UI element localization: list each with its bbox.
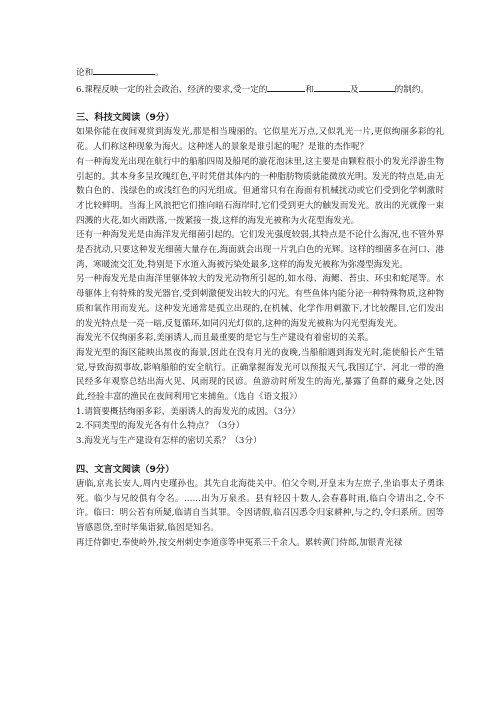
section-3-heading: 三、科技文阅读（9分） xyxy=(76,112,175,124)
question-3: 3.海发光与生产建设有怎样的密切关系？（3分） xyxy=(76,436,262,447)
question-6 xyxy=(76,81,444,98)
paragraph: 海发光不仅绚丽多彩,美丽诱人,而且最重要的是它与生产建设有着密切的关系。 xyxy=(76,333,374,344)
fill-in-suffix: 。 xyxy=(155,68,164,78)
section-4-heading: 四、文言文阅读（9分） xyxy=(76,463,175,475)
question-6-text-4: 的制约。 xyxy=(394,84,430,95)
answer-blank[interactable] xyxy=(314,81,350,92)
question-6-text-1: 6.课程反映一定的社会政治、经济的要求,受一定的 xyxy=(76,84,268,95)
question-6-text-2: 和 xyxy=(305,84,315,95)
answer-blank[interactable] xyxy=(267,81,305,92)
fill-in-prefix: 论和 xyxy=(76,68,94,78)
paragraph: 再迁侍御史,奉使岭外,按交州刺史李道彦等申冤系三千余人。累转黄门侍郎,加银青光禄 xyxy=(76,537,403,548)
paragraph: 唐临,京兆长安人,周内史瑾孙也。其先自北海徙关中。伯父令则,开皇末为左庶子,坐谄事太子勇诛死。临少与兄皎俱有令名。……出为万泉丞。县有轻囚十数人,会春暮时雨,临白令请出之,令不许。临曰：明公若有所疑,临请自当其罪。令因请假,临召囚悉令归家耕种,与之约,令归系所。因等皆感恩贷,至时毕集诣狱,临因是知名。 xyxy=(76,478,444,533)
answer-blank[interactable] xyxy=(93,64,155,75)
document-body xyxy=(76,64,444,550)
answer-blank[interactable] xyxy=(359,81,395,92)
fill-in-line-1 xyxy=(76,64,444,81)
paragraph: 另一种海发光是由海洋里躯体较大的发光动物所引起的,如水母、海鳃、苔虫、环虫和蛇尾等。水母躯体上有特殊的发光器官,受到刺激便发出较大的闪光。有些鱼体内能分泌一种特殊物质,这种物质和氧作用而发光。这种发光通常是孤立出现的,在机械、化学作用刺激下,才比较醒目,它们发出的发光特点是一亮一暗,反复循环,如同闪光灯似的,这种的海发光被称为闪光型海发光。 xyxy=(76,274,444,329)
question-2: 2.不同类型的海发光各有什么特点？（3分） xyxy=(76,421,245,432)
question-1: 1.请简要概括绚丽多彩、美丽诱人的海发光的成因。（3分） xyxy=(76,406,301,417)
paragraph: 如果你能在夜间观赏到海发光,那是相当瑰丽的。它似星光万点,又似乳光一片,更似绚丽多彩的礼花。人们称这种现象为海火。这种迷人的景象是谁引起的呢？是谁的杰作呢？ xyxy=(76,127,444,153)
question-6-text-3: 及 xyxy=(350,84,359,95)
paragraph: 海发光型的海区能映出黑夜的海景,因此在没有月光的夜晚,当船舶遇到海发光时,能使船长产生错觉,导致海损事故,影响船舶的安全航行。正确掌握海发光可以预报天气,我国辽宁、河北一带的渔民经多年观察总结出海火见、风雨现的民谚。鱼游动时所发生的海光,暴露了鱼群的藏身之处,因此,经验丰富的渔民在夜间利用它来捕鱼。（选自《语文报》） xyxy=(76,347,444,403)
paragraph: 还有一种海发光是由海洋发光细菌引起的。它们发光强度较弱,其特点是不论什么海况,也不管外界是否扰动,只要这种发光细菌大量存在,海面就会出现一片乳白色的光辉。这样的细菌多在河口、港湾、寒暖流交汇处,特别是下水道入海被污染处最多,这样的海发光被称为弥漫型海发光。 xyxy=(76,230,444,270)
paragraph: 有一种海发光出现在航行中的船舶四周及船尾的漩花泡沫里,这主要是由颗粒很小的发光浮游生物引起的。其本身多呈玫瑰红色,平时凭借其体内的一种脂肪物质就能微放光明。发光的特点是,由无数白色的、浅绿色的或浅红色的闪光组成。但通常只有在海面有机械扰动或它们受到化学刺激时才比较鲜明。当海上风浪把它们推向暗石海岸时,它们受到更大的触发而发光。放出的光就像一束四溅的火花,如火雨跌落,一拨紧接一拨,这样的海发光被称为火花型海发光。 xyxy=(76,156,444,226)
